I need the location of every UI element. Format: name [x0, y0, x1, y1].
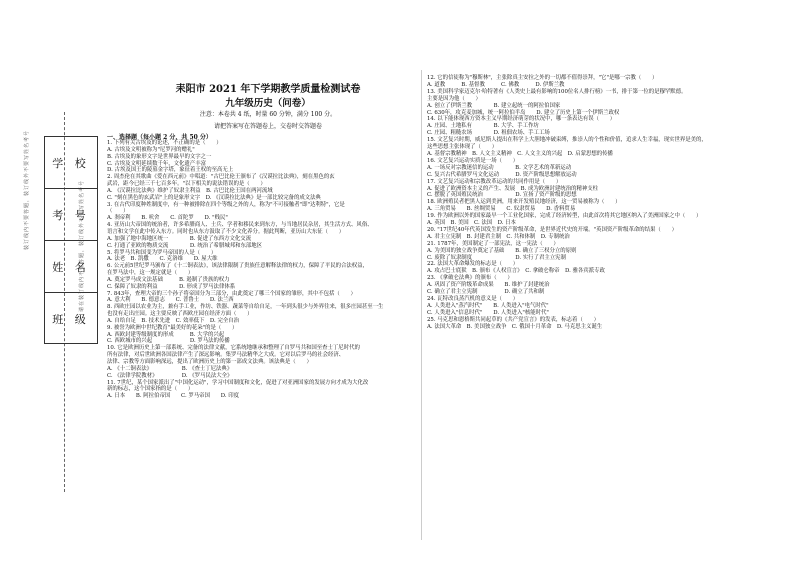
section-heading: 一、选择题（每小题 2 分，共 50 分） — [107, 134, 212, 141]
question-line: 武岩，距今已经三千七百多年。"以下相关的说法错误的是（ ） — [107, 181, 266, 188]
question-line: A. 自给自足 B. 技术先进 C. 效率低下 D. 完全自治 — [107, 317, 240, 324]
exam-subtitle: 九年级历史（问卷） — [225, 98, 311, 109]
question-line: C. 古埃及文明延续数千年，文化遗产丰富 — [107, 160, 207, 167]
question-line: 11. 7世纪，某个国家派出了"中国化运动"，学习中国制度和文化，促进了对亚洲国家的发展方向才成为大化改 — [107, 379, 369, 386]
seal-text: 装订线内不要答题，装订线外不要写姓名考号 — [24, 129, 30, 250]
question-line: 7. 843年，查理大帝的三个孙子将帝国分为三部分，由此奠定了哪三个国家的雏形，其中不包括（ ） — [107, 290, 356, 297]
question-line: A. 加强了地中海地区统一 B. 促进了东西方文化交流 — [107, 235, 252, 242]
question-line: A. 西欧封建等级制度的形成 B. 大学的兴起 — [107, 331, 225, 338]
question-line: A. 意大利 B. 德意志 C. 普鲁士 D. 法兰西 — [107, 297, 234, 304]
question-line: A. 基督宗教精神 B. 人文主义精神 C. 人文主义的兴起 D. 启蒙思想的传播 — [427, 150, 613, 157]
question-line: A. 道教 B. 基督教 C. 佛教 D. 伊斯兰教 — [427, 81, 565, 88]
question-line: C. 西欧城市的兴起 D. 罗马法的传播 — [107, 338, 230, 345]
question-line: D. 古埃及国王的陵墓金字塔，象征着王权的至高无上 — [107, 167, 234, 174]
question-line: A. 法老 B. 凯撒 C. 克洛维 D. 屋大维 — [107, 256, 218, 263]
question-line: A. 奠定罗马成文法基础 B. 遏制了贵族的权力 — [107, 276, 230, 283]
question-line: 2. 周杰伦在其歌曲《爱在西元前》中唱道："古巴比伦王颁布了《汉谟拉比法典》，刻在黑色的玄 — [107, 174, 335, 181]
question-line: A. 君主立宪制 B. 封建君主制 C. 共和体制 D. 专制统治 — [427, 233, 570, 240]
class-field[interactable]: 班 级 — [52, 312, 90, 326]
question-line: 20. "17世纪40年代英国发生的资产阶级革命，是世界近代史的开端。"英国资产阶级革命的结果（ ） — [427, 226, 677, 233]
question-line: C. 人类进入"信息时代" D. 人类进入"核能时代" — [427, 309, 549, 316]
question-line: A. 法国大革命 B. 美国独立战争 C. 俄国十月革命 D. 马克思主义诞生 — [427, 323, 603, 330]
question-line: 语言和文学在此中传入东方。同时也从东方汲取了不少文化养分。据此判断，亚历山大东征（ ） — [107, 228, 345, 235]
question-line: 所有法律，对后世欧洲各国法律产生了深远影响。集罗马法精华之大成。它对以后罗马的社会经济、 — [107, 352, 345, 359]
question-line: 1. 下列有关古埃及的论述，不正确的是（ ） — [107, 140, 222, 146]
question-line: 在罗马法中，这一规定就是（ ） — [107, 270, 194, 277]
question-line: （ ） — [107, 208, 129, 215]
exam-title: 耒阳市 2021 年下学期教学质量检测试卷 — [175, 84, 361, 95]
question-line: 19. 作为欧洲以外的国家最早一个工业化国家，完成了经济转型，由此首次将其它地区纳入了美洲国家之中（ ） — [427, 213, 702, 220]
question-line: A. 英国 B. 美国 C. 法国 D. 日本 — [427, 220, 516, 227]
question-line: 9. 被誉为欧洲中世纪教育"最美好的花朵"的是（ ） — [107, 324, 238, 331]
question-line: C. 确立了君主立宪制 D. 确立了共和制 — [427, 289, 545, 296]
question-line: C. 废除了奴隶制度 D. 实行了君主立宪制 — [427, 254, 566, 261]
question-line: A. 庄园、土地私有 B. 大学、手工作坊 — [427, 123, 539, 130]
question-line: 13. 美国科学家迈克尔·哈特著有《人类史上最有影响的100位名人排行榜》一书，排于第一位的是穆罕默德。 — [427, 88, 687, 95]
student-info-strip — [44, 136, 98, 344]
question-line: 4. 亚历山大帝国的统治者，许多希腊商人、士兵、学者和移民来到东方，与当地居民杂居，其生活方式、风俗、 — [107, 222, 373, 229]
question-line: 这些思想主张体现了（ ） — [427, 144, 498, 151]
question-line: C. 复兴古代希腊罗马文化运动 D. 资产阶级思想解放运动 — [427, 171, 577, 178]
exam-reminder: 请把答案写在答题卷上，交卷时交答题卷 — [213, 123, 322, 130]
question-line: 14. 以下能体现西方资本主义早期经济萌芽的状况中，哪一条表达有误（ ） — [427, 116, 616, 123]
question-line: 新的标志，这个国家指的是（ ） — [107, 386, 194, 393]
question-line: 22. 法国大革命爆发的标志是（ ） — [427, 261, 519, 268]
question-line: A. 巩固了资产阶级革命成果 B. 维护了封建统治 — [427, 282, 550, 289]
question-line: 6. 公元前5世纪罗马颁布了《十二铜表法》，该法律限制了贵族任意解释法律的权力，保障了平民的合法权益， — [107, 263, 368, 270]
question-line: 17. 文艺复兴运动和宗教改革运动的共同作用是（ ） — [427, 178, 562, 185]
name-field[interactable]: 姓 名 — [45, 241, 97, 293]
question-line: 8. 西欧庄园以农业为主，兼有手工业，作坊、铁器、蔬菜等自给自足，一年到头很少与外界往来，很多庄园甚至一生 — [107, 304, 384, 311]
question-line: 16. 文艺复兴运动实质是一场（ ） — [427, 157, 519, 164]
question-line: A. 促进了欧洲资本主义的产生、发展 B. 成为欧洲封建统治的精神支柱 — [427, 185, 599, 192]
question-line: A. 攻占巴士底狱 B. 颁布《人权宣言》 C. 拿破仑称帝 D. 雅各宾派专政 — [427, 268, 605, 275]
question-line: 23. 《拿破仑法典》的颁布（ ） — [427, 275, 513, 282]
question-line: 10. 它是欧洲历史上第一部系统、完备的法律文献，它系统地继承和整理了自罗马共和国至查士丁尼时代的 — [107, 345, 360, 352]
question-line: 21. 1787年，美国制定了一部宪法，这一宪法（ ） — [427, 240, 559, 247]
exam-notice: 注意：本卷共 4 纸，时量 60 分钟，满分 100 分。 — [199, 111, 337, 118]
question-line: A. 人类进入"蒸汽时代" B. 人类进入"电气时代" — [427, 302, 549, 309]
question-line: C. 打通了亚欧的物质交流 D. 统治了希腊城邦和东部地区 — [107, 242, 263, 249]
question-line: A. 日本 B. 阿拉伯帝国 C. 罗马帝国 D. 印度 — [107, 393, 240, 400]
question-line: A. 《汉谟拉比法典》维护了奴隶主利益 B. 古巴比伦王国在两河流域 — [107, 187, 273, 194]
question-line: C. 保障了奴隶的利益 D. 形成了罗马法律体系 — [107, 283, 236, 290]
question-line: A. 一场反对宗教迷信的运动 B. 文学艺术的革新运动 — [427, 164, 572, 171]
question-line: 12. 它的信徒称为"穆斯林"，主张除真主安拉之外的一切都不值得崇拜，"它"是哪一宗教（ ） — [427, 75, 658, 81]
seal-text-inner: 请在装订线内不要答题，装订线外不要写姓名考号 — [79, 179, 85, 312]
school-field[interactable]: 学 校 — [45, 137, 97, 189]
question-line: 24. 瓦特改良蒸汽机的意义是（ ） — [427, 296, 519, 302]
right-question-column — [427, 75, 767, 331]
question-line: C. 庄园、粗糙农场 D. 租佃农场、手工工场 — [427, 130, 550, 137]
question-line: 也没有走出庄园。这主要反映了西欧庄园在经济方面（ ） — [107, 311, 253, 318]
question-line: 主要是因为他（ ） — [427, 95, 481, 102]
question-line: 5. 将罗马共和国变为罗马帝国的人是（ ） — [107, 249, 217, 256]
question-line: 3. 在古代印度种姓制度中，有一种被排除在四个等级之外的人，称为"不可接触者"即"达利特"，它是 — [107, 201, 345, 208]
question-line: B. 古埃及的象形文字是世界最早的文字之一 — [107, 153, 212, 160]
question-line: 15. 文艺复兴时期，威尼斯人提出在科学上大胆地冲破束缚，推崇人的个性和价值，追求人生幸福，现实世界是美的， — [427, 137, 707, 144]
question-line: A. 为美国的独立战争奠定了基础 B. 确立了三权分立的原则 — [427, 247, 577, 254]
question-line: 18. 欧洲殖民者把黑人运到美洲，用来开发殖民地经济，这一贸易被称为（ ） — [427, 199, 621, 206]
question-line: A. 《十二铜表法》 B. 《查士丁尼法典》 — [107, 365, 233, 372]
question-line: A. 创立了伊斯兰教 B. 建立起统一的阿拉伯国家 — [427, 102, 561, 109]
question-line: A. 刹帝利 B. 吠舍 C. 首陀罗 D. "贱民" — [107, 215, 228, 222]
question-line: A. 古埃及文明被称为"尼罗河的赠礼" — [107, 146, 195, 153]
question-line: A. 三角贸易 B. 丝绸贸易 C. 奴隶贸易 D. 香料贸易 — [427, 206, 576, 213]
question-line: 25. 马克思和恩格斯共同起草的《共产党宣言》的发表，标志着（ ） — [427, 316, 600, 323]
question-line: C. 630年，攻克麦加城，统一阿拉伯半岛 D. 建立了历史上第一个伊斯兰政权 — [427, 109, 620, 116]
column-divider — [421, 70, 422, 540]
question-line: C. "刻在黑色的玄武岩"上的是象形文字 D. 《汉谟拉比法典》是一部比较完备的成文法典 — [107, 194, 321, 201]
question-line: C. 《法律学院教材》 D. 《罗马民法大全》 — [107, 372, 233, 379]
left-question-column — [107, 140, 421, 400]
question-line: 法律、宗教等方面影响深远，提出了欧洲历史上的第一部成文法典。该法典是（ ） — [107, 359, 312, 365]
exam-number-field[interactable]: 考 号 — [45, 189, 97, 241]
question-line: C. 摆脱了英国殖民统治 D. 宣扬了资产阶级的思想 — [427, 192, 577, 199]
